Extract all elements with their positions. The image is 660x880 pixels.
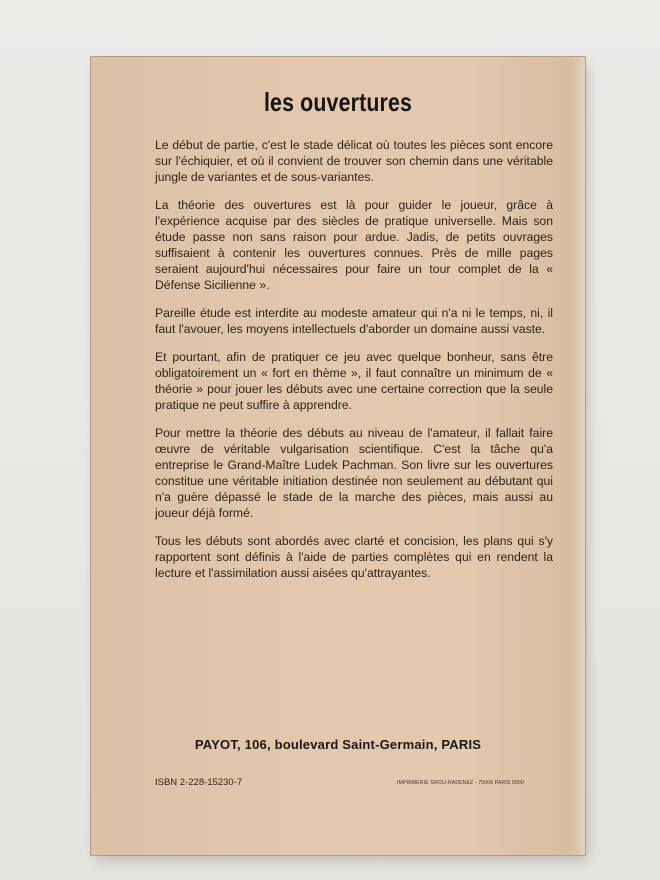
cover-title: les ouvertures (263, 87, 413, 117)
blurb-text (155, 137, 553, 593)
blurb-paragraph: Pour mettre la théorie des débuts au niveau de l'amateur, il fallait faire œuvre de véritable vulgarisation scientifique. C'est la tâche qu'a entreprise le Grand-Maître Ludek Pachman. Son livre sur les ouvertures constitue une véritable initiation destinée non seulement au débutant qui n'a guère dépassé le stade de la marche des pièces, mais aussi au joueur déjà formé. (155, 426, 553, 520)
blurb-paragraph: Et pourtant, afin de pratiquer ce jeu avec quelque bonheur, sans être obligatoirement un « fort en thème », il faut connaître un minimum de « théorie » pour jouer les débuts avec une certaine correction que la seule pratique ne peut suffire à apprendre. (155, 350, 553, 412)
blurb-paragraph: Tous les débuts sont abordés avec clarté et concision, les plans qui s'y rapportent sont définis à l'aide de parties complètes qui en rendent la lecture et l'assimilation aussi aisées qu'attrayantes. (155, 534, 553, 580)
isbn-number: ISBN 2-228-15230-7 (155, 777, 243, 788)
blurb-paragraph: Le début de partie, c'est le stade délicat où toutes les pièces sont encore sur l'échiquier, et où il convient de trouver son chemin dans une véritable jungle de variantes et de sous-variantes. (155, 138, 553, 184)
blurb-paragraph: Pareille étude est interdite au modeste amateur qui n'a ni le temps, ni, il faut l'avouer, les moyens intellectuels d'aborder un domaine aussi vaste. (155, 306, 553, 336)
blurb-paragraph: La théorie des ouvertures est là pour guider le joueur, grâce à l'expérience acquise par des siècles de pratique universelle. Mais son étude passe non sans raison pour ardue. Jadis, de petits ouvrages suffisaient à contenir les ouvertures connues. Près de mille pages seraient aujourd'hui nécessaires pour faire un tour complet de la « Défense Sicilienne ». (155, 198, 553, 292)
publisher-address: PAYOT, 106, boulevard Saint-Germain, PARIS (194, 737, 482, 752)
book-spine-edge (571, 57, 585, 855)
printer-credit: IMPRIMERIE GROU-RADENEZ - 75006 PARIS 0000 (397, 780, 524, 786)
book-back-cover (90, 56, 586, 856)
